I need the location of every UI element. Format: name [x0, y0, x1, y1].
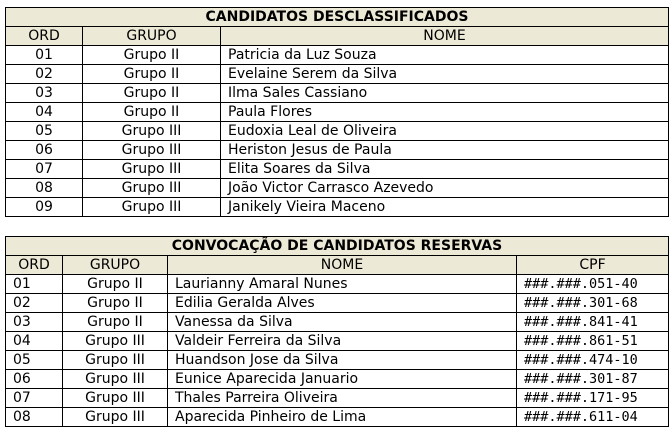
cell-grupo: Grupo III [83, 160, 221, 179]
cell-nome: Thales Parreira Oliveira [168, 389, 517, 408]
table-row [6, 370, 669, 389]
table-row [6, 179, 669, 198]
cell-ord: 04 [6, 103, 83, 122]
cell-nome: Edilia Geralda Alves [168, 294, 517, 313]
cell-ord: 02 [6, 65, 83, 84]
table-row [6, 408, 669, 427]
cell-ord: 01 [6, 46, 83, 65]
cell-grupo: Grupo III [83, 141, 221, 160]
cell-grupo: Grupo III [83, 198, 221, 217]
cell-ord: 02 [6, 294, 63, 313]
table-title: CONVOCAÇÃO DE CANDIDATOS RESERVAS [6, 237, 669, 256]
column-header-nome: NOME [221, 27, 669, 46]
cell-grupo: Grupo III [63, 370, 168, 389]
cell-cpf: ###.###.171-95 [517, 389, 669, 408]
table-row [6, 46, 669, 65]
table-row [6, 351, 669, 370]
cell-grupo: Grupo II [63, 294, 168, 313]
cell-nome: Valdeir Ferreira da Silva [168, 332, 517, 351]
cell-grupo: Grupo II [83, 103, 221, 122]
cell-ord: 03 [6, 84, 83, 103]
cell-cpf: ###.###.474-10 [517, 351, 669, 370]
table-row [6, 294, 669, 313]
cell-cpf: ###.###.611-04 [517, 408, 669, 427]
cell-ord: 06 [6, 141, 83, 160]
cell-cpf: ###.###.301-87 [517, 370, 669, 389]
column-header-nome: NOME [168, 256, 517, 275]
cell-grupo: Grupo III [63, 332, 168, 351]
cell-ord: 06 [6, 370, 63, 389]
cell-nome: Eunice Aparecida Januario [168, 370, 517, 389]
cell-cpf: ###.###.861-51 [517, 332, 669, 351]
cell-nome: Eudoxia Leal de Oliveira [221, 122, 669, 141]
cell-nome: Ilma Sales Cassiano [221, 84, 669, 103]
cell-grupo: Grupo II [83, 65, 221, 84]
table-row [6, 65, 669, 84]
cell-grupo: Grupo II [63, 275, 168, 294]
cell-ord: 07 [6, 389, 63, 408]
table-row [6, 275, 669, 294]
disqualified-candidates-table [5, 7, 669, 217]
cell-nome: Paula Flores [221, 103, 669, 122]
cell-grupo: Grupo III [63, 351, 168, 370]
table-row [6, 332, 669, 351]
cell-grupo: Grupo III [63, 389, 168, 408]
cell-grupo: Grupo III [63, 408, 168, 427]
table-row [6, 103, 669, 122]
table-row [6, 84, 669, 103]
column-header-cpf: CPF [517, 256, 669, 275]
table-row [6, 160, 669, 179]
table-row [6, 141, 669, 160]
cell-nome: Patricia da Luz Souza [221, 46, 669, 65]
table-row [6, 198, 669, 217]
cell-nome: Aparecida Pinheiro de Lima [168, 408, 517, 427]
cell-nome: Vanessa da Silva [168, 313, 517, 332]
reserve-candidates-table [5, 236, 669, 427]
cell-ord: 05 [6, 122, 83, 141]
cell-nome: Janikely Vieira Maceno [221, 198, 669, 217]
cell-ord: 08 [6, 408, 63, 427]
cell-ord: 07 [6, 160, 83, 179]
table-title: CANDIDATOS DESCLASSIFICADOS [6, 8, 669, 27]
table-row [6, 313, 669, 332]
column-header-ord: ORD [6, 256, 63, 275]
cell-grupo: Grupo II [83, 84, 221, 103]
cell-cpf: ###.###.301-68 [517, 294, 669, 313]
cell-ord: 01 [6, 275, 63, 294]
column-header-grupo: GRUPO [83, 27, 221, 46]
cell-grupo: Grupo II [83, 46, 221, 65]
cell-nome: Elita Soares da Silva [221, 160, 669, 179]
table-row [6, 122, 669, 141]
cell-ord: 05 [6, 351, 63, 370]
cell-cpf: ###.###.051-40 [517, 275, 669, 294]
cell-ord: 03 [6, 313, 63, 332]
cell-ord: 08 [6, 179, 83, 198]
cell-grupo: Grupo II [63, 313, 168, 332]
cell-nome: Evelaine Serem da Silva [221, 65, 669, 84]
cell-nome: João Victor Carrasco Azevedo [221, 179, 669, 198]
cell-nome: Laurianny Amaral Nunes [168, 275, 517, 294]
cell-ord: 09 [6, 198, 83, 217]
cell-grupo: Grupo III [83, 179, 221, 198]
column-header-grupo: GRUPO [63, 256, 168, 275]
cell-nome: Huandson Jose da Silva [168, 351, 517, 370]
cell-cpf: ###.###.841-41 [517, 313, 669, 332]
cell-nome: Heriston Jesus de Paula [221, 141, 669, 160]
cell-ord: 04 [6, 332, 63, 351]
column-header-ord: ORD [6, 27, 83, 46]
cell-grupo: Grupo III [83, 122, 221, 141]
table-row [6, 389, 669, 408]
